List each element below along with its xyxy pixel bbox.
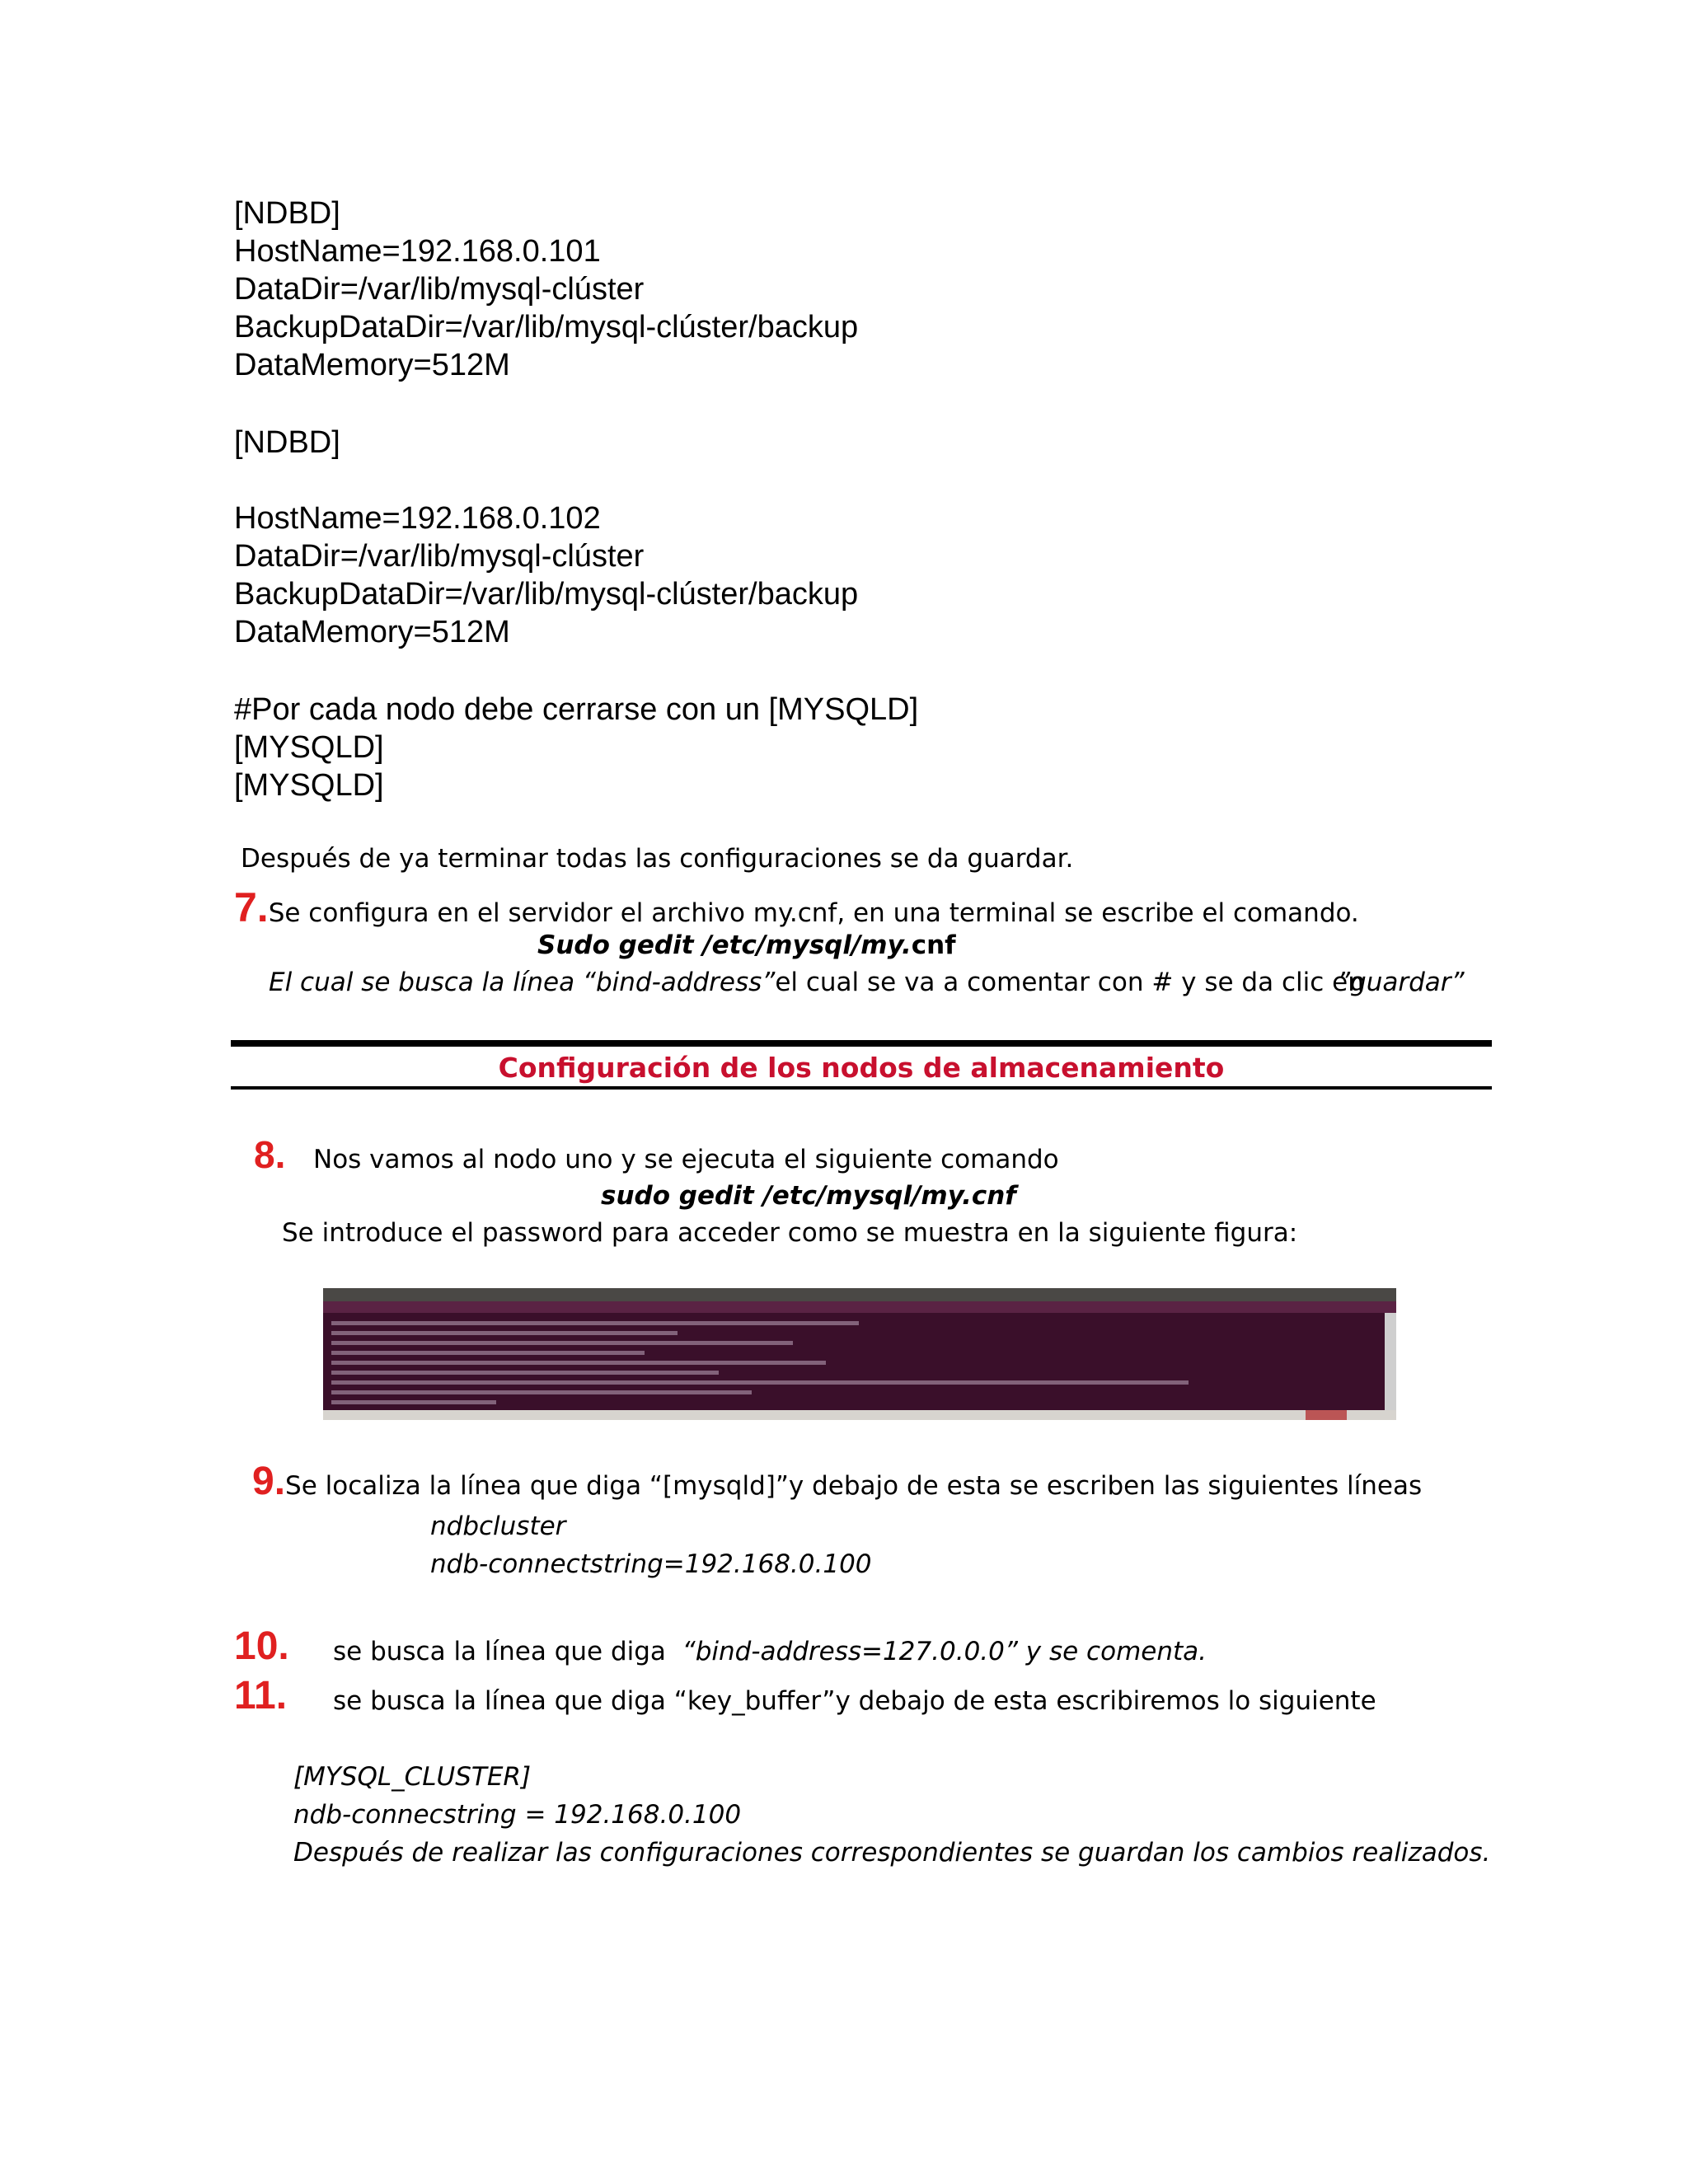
- step-9: [252, 1459, 1422, 1504]
- mysqld-line-1: [MYSQLD]: [234, 730, 384, 765]
- terminal-scrollbar: [1385, 1313, 1396, 1420]
- step-10-text: se busca la línea que diga: [333, 1637, 666, 1666]
- step-9-line-1: ndbcluster: [430, 1511, 566, 1541]
- terminal-menu-bar: [323, 1301, 1396, 1313]
- step-10-line: [333, 1637, 1207, 1666]
- step-9-number: 9.: [252, 1460, 286, 1503]
- step-11-line-2: ndb-connecstring = 192.168.0.100: [293, 1800, 742, 1830]
- step-11-line-3: Después de realizar las configuraciones correspondientes se guardan los cambios realizados.: [293, 1838, 1491, 1868]
- terminal-output-line: [331, 1380, 1189, 1385]
- step-9-text: Se localiza la línea que diga “[mysqld]”y debajo de esta se escriben las siguientes líneas: [285, 1471, 1423, 1501]
- step-7-text: Se configura en el servidor el archivo my.cnf, en una terminal se escribe el comando.: [268, 898, 1359, 928]
- section-top-rule: [231, 1040, 1492, 1047]
- mysqld-comment: #Por cada nodo debe cerrarse con un [MYSQLD]: [234, 692, 919, 727]
- step-7-note-end: ”guardar”: [1337, 968, 1465, 997]
- step-10-number: 10.: [234, 1624, 289, 1668]
- step-7-command-italic: Sudo gedit /etc/mysql/my.: [537, 930, 912, 960]
- ndbd1-memory: DataMemory=512M: [234, 348, 510, 382]
- ndbd2-backup: BackupDataDir=/var/lib/mysql-clúster/backup: [234, 577, 859, 612]
- terminal-output-line: [331, 1390, 752, 1394]
- step-9-line-2: ndb-connectstring=192.168.0.100: [430, 1549, 872, 1579]
- ndbd1-header: [NDBD]: [234, 196, 340, 231]
- terminal-output-line: [331, 1400, 496, 1404]
- ndbd2-hostname: HostName=192.168.0.102: [234, 501, 601, 536]
- step-7-note-italic: El cual se busca la línea “bind-address”: [269, 968, 776, 997]
- step-7-note-plain: el cual se va a comentar con # y se da clic en: [775, 968, 1364, 997]
- step-10-italic: “bind-address=127.0.0.0” y se comenta.: [682, 1637, 1207, 1666]
- terminal-output-line: [331, 1351, 645, 1355]
- terminal-taskbar-button: [1306, 1410, 1347, 1420]
- step-7-command: [537, 930, 956, 960]
- terminal-output-line: [331, 1341, 793, 1345]
- terminal-output-line: [331, 1321, 859, 1325]
- terminal-taskbar: [323, 1410, 1396, 1420]
- after-config-text: Después de ya terminar todas las configuraciones se da guardar.: [241, 844, 1074, 874]
- step-8-text: Nos vamos al nodo uno y se ejecuta el siguiente comando: [313, 1145, 1059, 1174]
- terminal-top-panel: [323, 1288, 1396, 1301]
- step-7: [234, 883, 1359, 931]
- ndbd1-datadir: DataDir=/var/lib/mysql-clúster: [234, 272, 645, 307]
- step-8-command: sudo gedit /etc/mysql/my.cnf: [601, 1181, 1016, 1211]
- step-8-number: 8.: [254, 1133, 286, 1176]
- ndbd1-backup: BackupDataDir=/var/lib/mysql-clúster/backup: [234, 310, 859, 344]
- step-8-note: Se introduce el password para acceder como se muestra en la siguiente figura:: [282, 1218, 1298, 1248]
- mysqld-line-2: [MYSQLD]: [234, 768, 384, 803]
- step-7-note: [269, 968, 1364, 997]
- ndbd2-datadir: DataDir=/var/lib/mysql-clúster: [234, 539, 645, 574]
- step-7-command-suffix: cnf: [911, 930, 956, 960]
- section-bottom-rule: [231, 1086, 1492, 1090]
- step-11-number: 11.: [234, 1674, 288, 1718]
- terminal-output-line: [331, 1331, 678, 1335]
- terminal-screenshot: [323, 1288, 1396, 1420]
- step-11-text: se busca la línea que diga “key_buffer”y debajo de esta escribiremos lo siguiente: [333, 1686, 1376, 1716]
- terminal-output-line: [331, 1371, 719, 1375]
- ndbd2-memory: DataMemory=512M: [234, 615, 510, 649]
- step-7-number: 7.: [234, 884, 269, 930]
- ndbd1-hostname: HostName=192.168.0.101: [234, 234, 601, 269]
- step-11-line-1: [MYSQL_CLUSTER]: [293, 1762, 532, 1792]
- terminal-output-line: [331, 1361, 826, 1365]
- ndbd2-header: [NDBD]: [234, 425, 340, 460]
- section-title: Configuración de los nodos de almacenamiento: [498, 1052, 1225, 1084]
